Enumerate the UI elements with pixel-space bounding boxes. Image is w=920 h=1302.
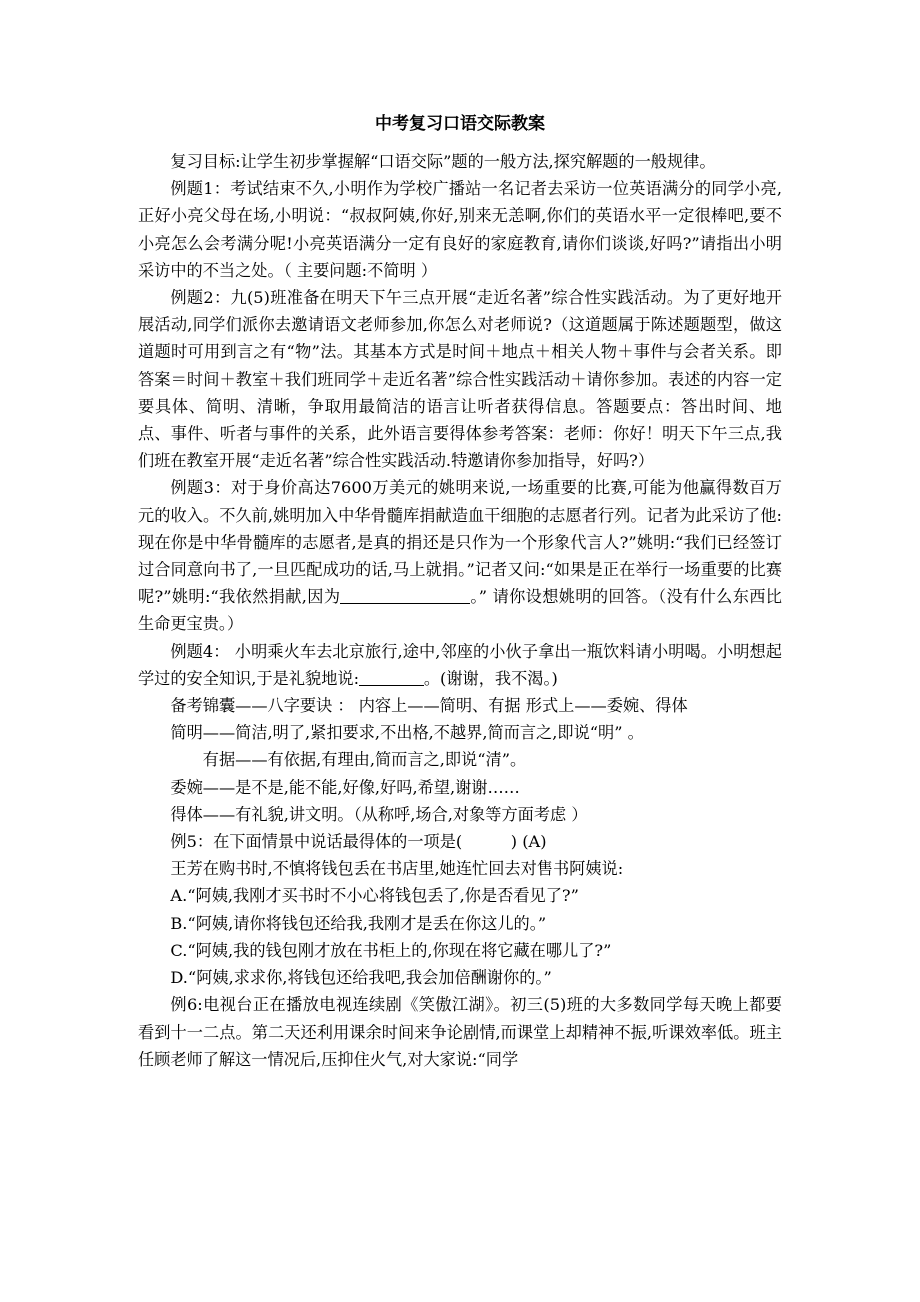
example-3-tail: 。” 请你设想姚明的回答。（没有什么东西比生命更宝贵。） <box>138 587 782 634</box>
example-2: 例题2：九(5)班准备在明天下午三点开展“走近名著”综合性实践活动。为了更好地开展活动,同学们派你去邀请语文老师参加,你怎么对老师说?（这道题属于陈述题题型，做这道题时可用到言之有“物”法。其基本方式是时间＋地点＋相关人物＋事件与会者关系。即答案＝时间＋教室＋我们班同学＋走近名著”综合性实践活动＋请你参加。表述的内容一定要具体、简明、清晰，争取用最简洁的语言让听者获得信息。答题要点：答出时间、地点、事件、听者与事件的关系，此外语言要得体参考答案：老师：你好！明天下午三点,我们班在教室开展“走近名著”综合性实践活动.特邀请你参加指导，好吗?） <box>138 288 782 471</box>
example-3 <box>138 474 782 637</box>
example-6: 例6:电视台正在播放电视连续剧《笑傲江湖》。初三(5)班的大多数同学每天晚上都要看到十一二点。第二天还利用课余时间来争论剧情,而课堂上却精神不振,听课效率低。班主任顾老师了解这一情况后,压抑住火气,对大家说:“同学 <box>138 995 782 1069</box>
tip-proper: 得体——有礼貌,讲文明。（从称呼,场合,对象等方面考虑 ） <box>170 804 588 824</box>
tip-heading: 备考锦囊——八字要诀 ： 内容上——简明、有据 形式上——委婉、得体 <box>170 696 688 716</box>
example-4 <box>138 638 782 692</box>
example-4-text: 例题4： 小明乘火车去北京旅行,途中,邻座的小伙子拿出一瓶饮料请小明喝。小明想起学过的安全知识,于是礼貌地说: <box>138 641 782 688</box>
example-3-text: 例题3：对于身价高达7600万美元的姚明来说,一场重要的比赛,可能为他赢得数百万元的收入。不久前,姚明加入中华骨髓库捐献造血干细胞的志愿者行列。记者为此采访了他:现在你是中华骨髓库的志愿者,是真的捐还是只作为一个形象代言人?”姚明:“我们已经签订过合同意向书了,一旦匹配成功的话,马上就捐。”记者又问:“如果是正在举行一场重要的比赛呢?”姚明:“我依然捐献,因为 <box>138 478 782 607</box>
example-1: 例题1：考试结束不久,小明作为学校广播站一名记者去采访一位英语满分的同学小亮,正好小亮父母在场,小明说：“叔叔阿姨,你好,别来无恙啊,你们的英语水平一定很棒吧,要不小亮怎么会考满分呢!小亮英语满分一定有良好的家庭教育,请你们谈谈,好吗?”请指出小明采访中的不当之处。（ 主要问题:不简明 ） <box>138 179 782 280</box>
document-title: 中考复习口语交际教案 <box>375 114 545 134</box>
document-body <box>138 148 782 1073</box>
example-5-context: 王芳在购书时,不慎将钱包丢在书店里,她连忙回去对售书阿姨说: <box>170 859 624 879</box>
example-5-option-d: D.“阿姨,求求你,将钱包还给我吧,我会加倍酬谢你的。” <box>170 968 552 988</box>
example-4-tail: 。(谢谢，我不渴。) <box>423 668 558 688</box>
tip-grounded: 有据——有依据,有理由,简而言之,即说“清”。 <box>202 750 527 770</box>
answer-blank <box>359 669 424 686</box>
tip-tactful: 委婉——是不是,能不能,好像,好吗,希望,谢谢…… <box>170 777 520 797</box>
review-goal: 复习目标:让学生初步掌握解“口语交际”题的一般方法,探究解题的一般规律。 <box>170 152 716 171</box>
tip-concise: 简明——简洁,明了,紧扣要求,不出格,不越界,简而言之,即说“明” 。 <box>170 723 644 743</box>
example-5-option-c: C.“阿姨,我的钱包刚才放在书柜上的,你现在将它藏在哪儿了?” <box>170 940 612 960</box>
answer-blank <box>340 587 470 604</box>
example-5-option-a: A.“阿姨,我刚才买书时不小心将钱包丢了,你是否看见了?” <box>170 886 579 906</box>
example-5-option-b: B.“阿姨,请你将钱包还给我,我刚才是丢在你这儿的。” <box>170 913 547 933</box>
example-5-question: 例5：在下面情景中说话最得体的一项是( ) (A) <box>170 832 547 852</box>
